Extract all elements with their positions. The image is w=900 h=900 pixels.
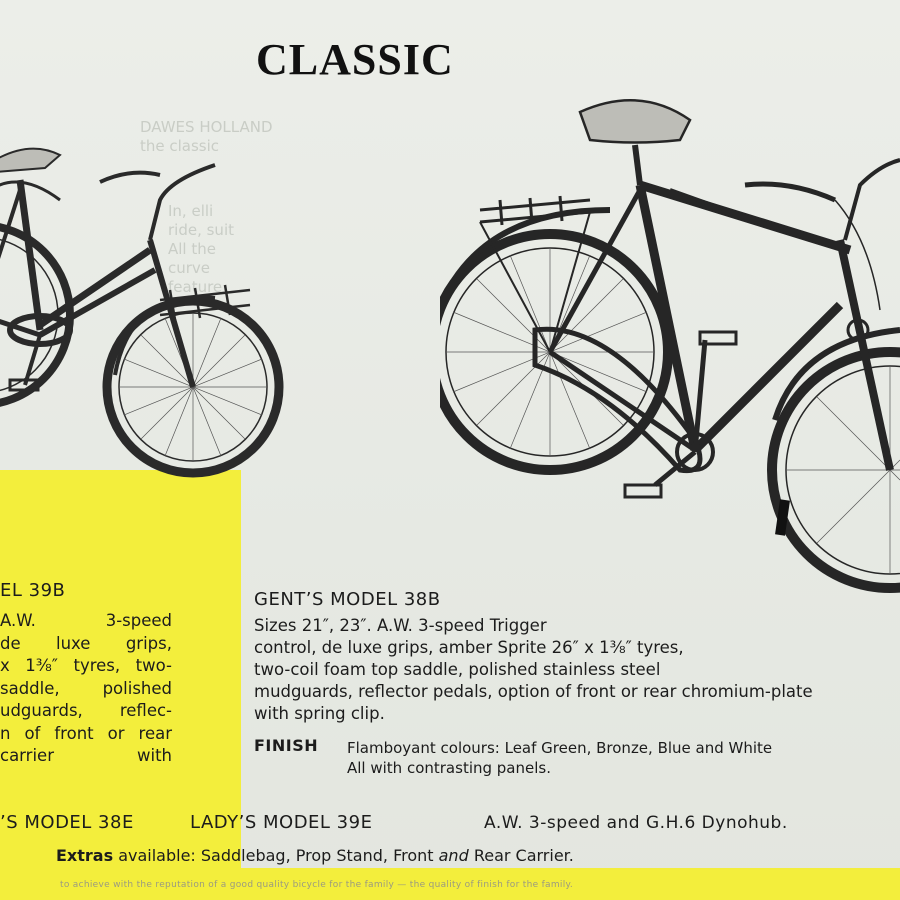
ladys-model-spec: A.W. 3-speed de luxe grips, x 1⅜″ tyres, two- saddle, polished udguards, reflec- n of front or rear carrier with [0,611,172,765]
ladys-model-heading: EL 39B [0,580,66,601]
gents-bicycle-image [440,90,900,630]
bottom-strip-text: to achieve with the reputation of a good quality bicycle for the family — the quality of finish for the family. [60,880,574,890]
ghost-text: DAWES HOLLAND the classic [140,118,273,155]
gents-model-heading: GENT’S MODEL 38B [254,589,441,610]
e-models-gearing: A.W. 3-speed and G.H.6 Dynohub. [484,813,788,833]
extras-label: Extras [56,846,114,865]
ladys-model-39e: LADY’S MODEL 39E [190,812,373,833]
finish-label: FINISH [254,736,319,755]
finish-text: Flamboyant colours: Leaf Green, Bronze, Blue and White All with contrasting panels. [347,739,773,777]
ladys-bicycle-image [0,130,300,480]
ghost-text-2: In, elli ride, suit All the curve feature [168,202,234,296]
page-title: CLASSIC [256,35,454,84]
extras-line: Extras available: Saddlebag, Prop Stand, Front and Rear Carrier. [56,846,574,865]
gents-model-spec: Sizes 21″, 23″. A.W. 3-speed Trigger control, de luxe grips, amber Sprite 26″ x 1⅜″ tyres, two-coil foam top saddle, polished stainless steel mudguards, reflector pedals, option of front or rear chromium-plate with spring clip. [254,616,813,723]
gents-model-38e: ’S MODEL 38E [0,812,134,833]
